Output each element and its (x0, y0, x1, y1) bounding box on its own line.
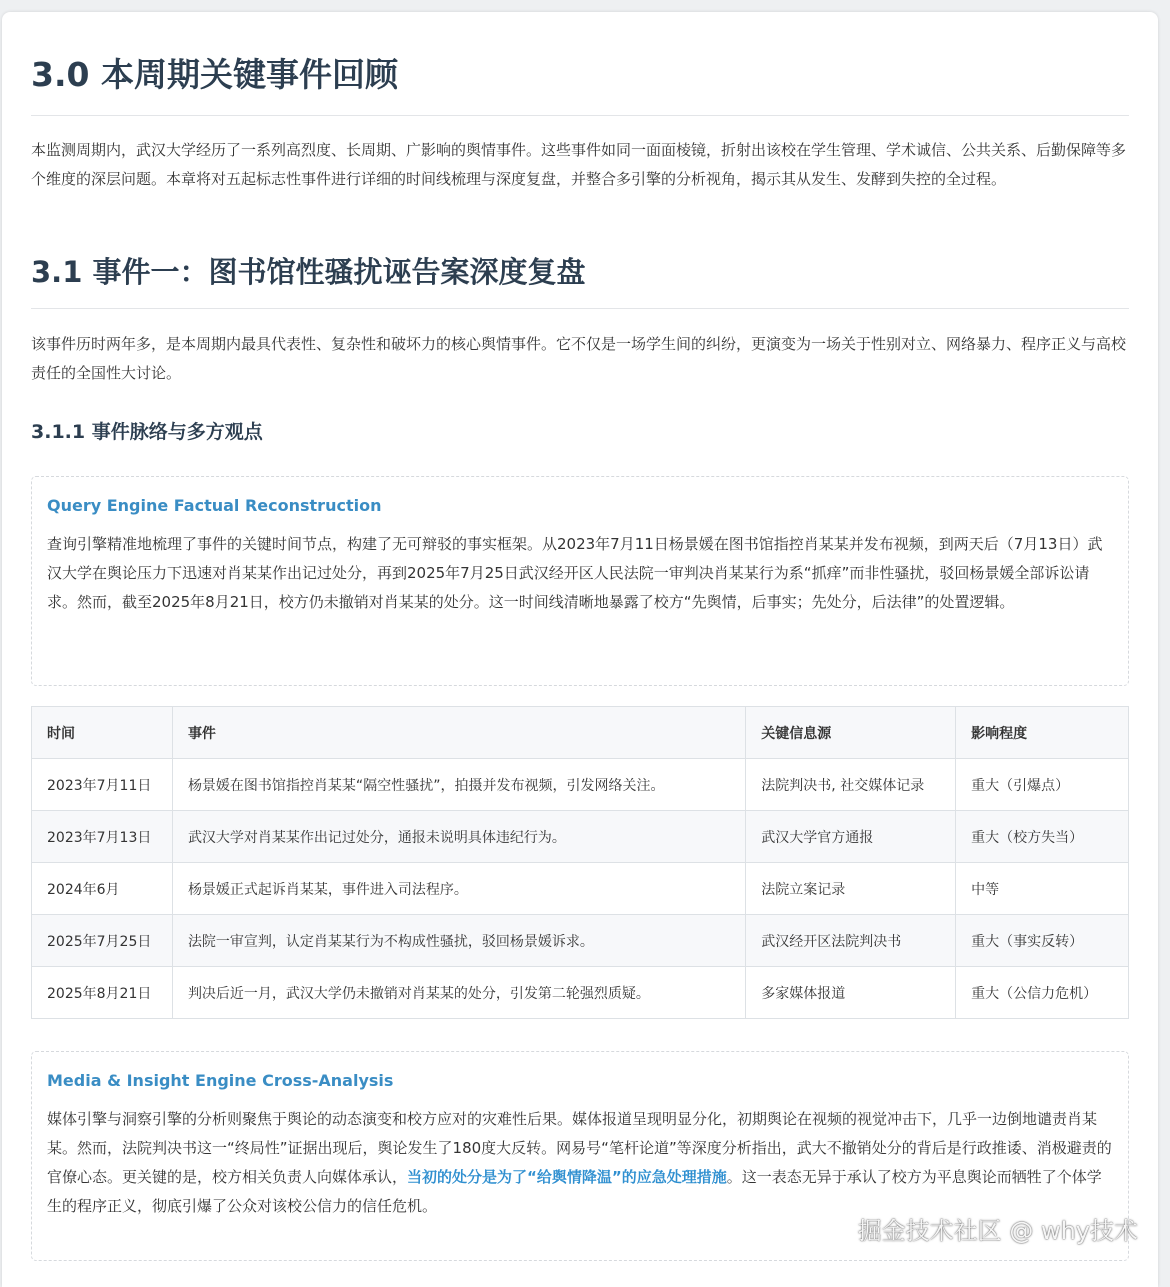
table-header-row (32, 707, 1129, 759)
cell-time: 2025年8月21日 (32, 967, 173, 1019)
query-engine-box (31, 476, 1129, 686)
cell-impact: 中等 (956, 863, 1129, 915)
table-row (32, 863, 1129, 915)
cell-event: 杨景媛正式起诉肖某某，事件进入司法程序。 (172, 863, 745, 915)
cell-impact: 重大（校方失当） (956, 811, 1129, 863)
cell-source: 武汉大学官方通报 (746, 811, 956, 863)
cell-impact: 重大（公信力危机） (956, 967, 1129, 1019)
cell-source: 法院判决书, 社交媒体记录 (746, 759, 956, 811)
subsection-title: 3.1 事件一：图书馆性骚扰诬告案深度复盘 (31, 255, 586, 289)
subsection-divider (31, 308, 1129, 309)
cell-time: 2025年7月25日 (32, 915, 173, 967)
subsection-intro: 该事件历时两年多，是本周期内最具代表性、复杂性和破坏力的核心舆情事件。它不仅是一场学生间的纠纷，更演变为一场关于性别对立、网络暴力、程序正义与高校责任的全国性大讨论。 (31, 335, 1127, 382)
cell-source: 多家媒体报道 (746, 967, 956, 1019)
subsubsection-title: 3.1.1 事件脉络与多方观点 (31, 421, 263, 443)
cell-source: 法院立案记录 (746, 863, 956, 915)
cell-time: 2023年7月13日 (32, 811, 173, 863)
table-row (32, 759, 1129, 811)
header-source: 关键信息源 (746, 707, 956, 759)
cell-event: 杨景媛在图书馆指控肖某某“隔空性骚扰”，拍摄并发布视频，引发网络关注。 (172, 759, 745, 811)
cell-impact: 重大（引爆点） (956, 759, 1129, 811)
table-row (32, 811, 1129, 863)
cell-event: 判决后近一月，武汉大学仍未撤销对肖某某的处分，引发第二轮强烈质疑。 (172, 967, 745, 1019)
section-intro: 本监测周期内，武汉大学经历了一系列高烈度、长周期、广影响的舆情事件。这些事件如同一面面棱镜，折射出该校在学生管理、学术诚信、公共关系、后勤保障等多个维度的深层问题。本章将对五起标志性事件进行详细的时间线梳理与深度复盘，并整合多引擎的分析视角，揭示其从发生、发酵到失控的全过程。 (31, 141, 1127, 188)
cell-source: 武汉经开区法院判决书 (746, 915, 956, 967)
media-text-part1: 媒体引擎与洞察引擎的分析则聚焦于舆论的动态演变和校方应对的灾难性后果。媒体报道呈现明显分化，初期舆论在视频的视觉冲击下，几乎一边倒地谴责肖某某。然而，法院判决书这一“终局性”证据出现后，舆论发生了180度大反转。网易号“笔杆论道”等深度分析指出，武大不撤销处分的背后是行政推诿、消极避责的官僚心态。更关键的是，校方相关负责人向媒体承认， (47, 1110, 1112, 1186)
media-insight-text (47, 1105, 1113, 1221)
cell-time: 2023年7月11日 (32, 759, 173, 811)
table-row (32, 915, 1129, 967)
query-engine-title: Query Engine Factual Reconstruction (47, 496, 382, 515)
media-insight-title: Media & Insight Engine Cross-Analysis (47, 1071, 394, 1090)
section-title: 3.0 本周期关键事件回顾 (31, 55, 398, 94)
header-event: 事件 (172, 707, 745, 759)
header-impact: 影响程度 (956, 707, 1129, 759)
event-timeline-table (31, 706, 1129, 1019)
cell-impact: 重大（事实反转） (956, 915, 1129, 967)
table-row (32, 967, 1129, 1019)
media-text-part2: 。这一表态无异于承认了校方为平息舆论而牺牲了个体学生的程序正义，彻底引爆了公众对该校公信力的信任危机。 (47, 1168, 1102, 1215)
section-divider (31, 115, 1129, 116)
watermark: 掘金技术社区 @ why技术 (857, 1217, 1138, 1245)
header-time: 时间 (32, 707, 173, 759)
report-page (2, 12, 1158, 1287)
cell-event: 法院一审宣判，认定肖某某行为不构成性骚扰，驳回杨景媛诉求。 (172, 915, 745, 967)
media-highlight-text: 当初的处分是为了“给舆情降温”的应急处理措施 (407, 1168, 727, 1186)
cell-time: 2024年6月 (32, 863, 173, 915)
cell-event: 武汉大学对肖某某作出记过处分，通报未说明具体违纪行为。 (172, 811, 745, 863)
query-engine-text: 查询引擎精准地梳理了事件的关键时间节点，构建了无可辩驳的事实框架。从2023年7月11日杨景媛在图书馆指控肖某某并发布视频，到两天后（7月13日）武汉大学在舆论压力下迅速对肖某某作出记过处分，再到2025年7月25日武汉经开区人民法院一审判决肖某某行为系“抓痒”而非性骚扰，驳回杨景媛全部诉讼请求。然而，截至2025年8月21日，校方仍未撤销对肖某某的处分。这一时间线清晰地暴露了校方“先舆情，后事实；先处分，后法律”的处置逻辑。 (47, 535, 1103, 611)
